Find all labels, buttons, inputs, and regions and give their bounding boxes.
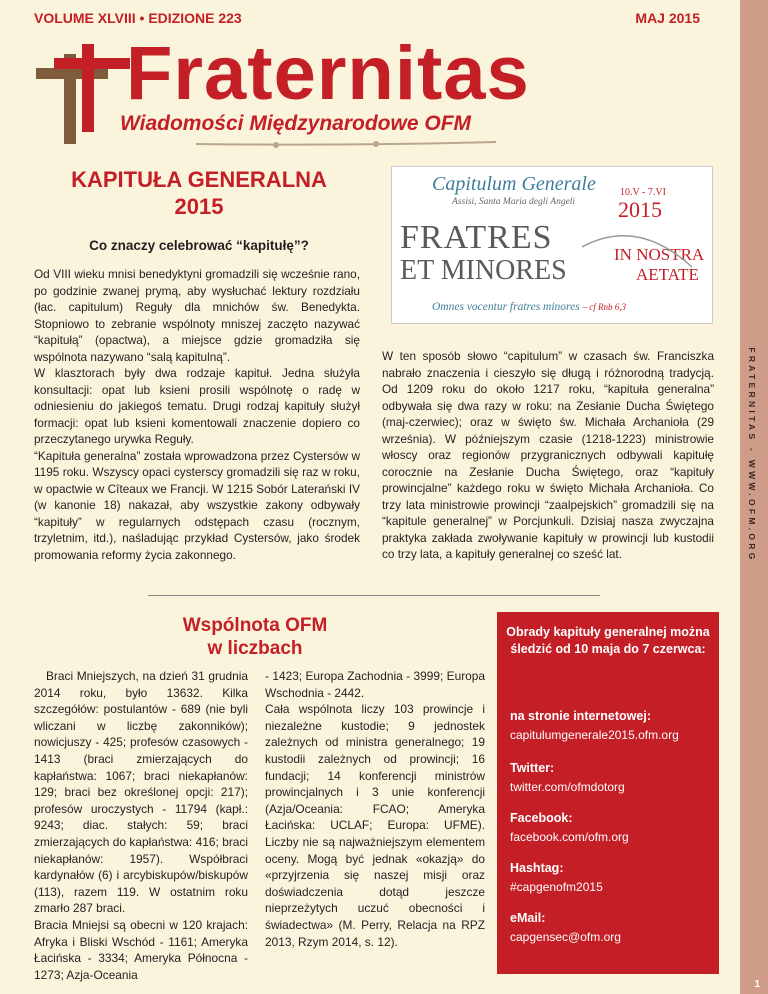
cord-icon	[582, 207, 692, 277]
emblem-word-fratres: FRATRES	[400, 219, 553, 256]
issue-date: MAJ 2015	[635, 10, 700, 26]
hashtag-value[interactable]: #capgenofm2015	[510, 880, 603, 894]
emblem-motto: Omnes vocentur fratres minores – cf Rnb 6,3	[432, 301, 627, 313]
stats-column-2: - 1423; Europa Zachodnia - 3999; Europa Wschodnia - 2442. Cała wspólnota liczy 103 prowincje i niezależne kustodie; 9 jednostek zależnych od ministra generalnego; 19 kustodii zależnych od prowincji; 16 fundacji; 14 konferencji ministrów prowincjalnych i 3 unie konferencji (Azja/Oceania: FCAO; Ameryka Łacińska: UCLAF; Europa: UFME). Liczby nie są najważniejszym elementem oceny. Mogą być jednak «okazją» do «przyjrzenia się naszej misji oraz doświadczenia dotąd jeszcze nieprzeżytych uczuć obecności i świadectwa» (M. Perry, Relacja na RPZ 2013, Rzym 2014, s. 12).	[265, 669, 485, 949]
emblem-word-aetate: AETATE	[636, 265, 699, 284]
emblem-line1: Capitulum Generale	[432, 173, 596, 195]
email-link[interactable]: capgensec@ofm.org	[510, 930, 621, 944]
info-box-heading: Obrady kapituły generalnej można śledzić od 10 maja do 7 czerwca:	[506, 625, 710, 656]
masthead-subtitle: Wiadomości Międzynarodowe OFM	[120, 112, 472, 135]
masthead-title: Fraternitas	[126, 31, 530, 116]
chapter-emblem	[391, 166, 713, 324]
stats-column-1: Braci Mniejszych, na dzień 31 grudnia 2014 roku, było 13632. Kilka szczegółów: postulantów - 689 (nie byli wliczani w liczbę zakonników); nowicjuszy - 425; profesów czasowych - 1413 (braci zmierzających do kapłaństwa: 1067; braci niekapłanów: 129; braci bez określonej opcji: 217); profesów uroczystych - 11794 (kapł.: 9243; diac. stałych: 59; braci zmierzających do kapłaństwa: 416; braci niekapłanów: 1957). Współbraci kardynałów (6) i arcybiskupów/biskupów (113), razem 119. W ostatnim roku zmarło 287 braci. Bracia Mniejsi są obecni w 120 krajach: Afryka i Bliski Wschód - 1161; Ameryka Łacińska - 3334; Ameryka Północna - 1273; Azja-Oceania	[34, 669, 248, 982]
article-subtitle: Co znaczy celebrować “kapitułę”?	[89, 238, 309, 253]
emblem-word-nostra: IN NOSTRA	[614, 245, 705, 264]
article-column-1: Od VIII wieku mnisi benedyktyni gromadzili się wcześnie rano, po godzinie zwanej prymą, aby wysłuchać lektury rozdziału (łac. capitulum) Reguły dla mnichów św. Benedykta. Stopniowo to zebranie wspólnoty mniszej zaczęto nazywać “kapitułą” (opactwa), a miejsce gdzie gromadziła się wspólnota nazywano “salą kapitulną”. W klasztorach były dwa rodzaje kapituł. Jedna służyła konsultacji: opat lub ksieni prosili wspólnotę o radę w odniesieniu do jakiegoś tematu. Drugi rodzaj kapituły służył formacji: opat lub ksieni komentowali znaczenie dopiero co przeczytanego urywka Reguły. “Kapituła generalna” została wprowadzona przez Cystersów w 1195 roku. Wszyscy opaci cysterscy gromadzili się raz w roku, w opactwie w Cîteaux we Francji. W 1215 Sobór Laterański IV (w kanonie 18) nakazał, aby wszystkie zakony odbywały “kapituły” w regularnych odstępach czasu (rocznym, trzyletnim, itd.), naśladując przykład Cystersów, jako środek promowania reformy życia zakonnego.	[34, 267, 360, 562]
volume-label: VOLUME XLVIII • EDIZIONE 223	[34, 10, 242, 26]
follow-info-box	[497, 612, 719, 974]
website-label: na stronie internetowej:	[510, 709, 651, 723]
facebook-label: Facebook:	[510, 811, 573, 825]
facebook-link[interactable]: facebook.com/ofm.org	[510, 830, 629, 844]
emblem-line2: Assisi, Santa Maria degli Angeli	[452, 197, 576, 207]
article-column-2: W ten sposób słowo “capitulum” w czasach św. Franciszka nabrało znaczenia i cieszyło się długą i różnorodną tradycją. Od 1209 roku do około 1217 roku, “kapituła generalna” odbywała się dwa razy w roku: na Zesłanie Ducha Świętego (maj-czerwiec); oraz w święto św. Michała Archanioła (29 września). W późniejszym czasie (1218-1223) ministrowie włoscy oraz regionów przygranicznych odbywali kapitułę corocznie na Zesłanie Ducha Świętego, oraz “kapituły prowincjalne” każdego roku w święto Michała Archanioła. Co trzy lata ministrowie prowincji “zaalpejskich” gromadzili się na “kapitule generalnej” w Porcjunkuli. Dzisiaj nasza zwyczajna praktyka zakłada zwoływanie kapituły w prowincji lub kustodii co trzy lata, a kapituły generalnej co sześć lat.	[382, 349, 714, 561]
section-divider	[148, 595, 600, 596]
stats-title: Wspólnota OFM w liczbach	[182, 615, 328, 659]
page-number: 1	[754, 979, 760, 990]
side-website-text: FRATERNITAS - WWW.OFM.ORG	[747, 347, 757, 563]
twitter-link[interactable]: twitter.com/ofmdotorg	[510, 780, 625, 794]
masthead	[36, 31, 736, 146]
email-label: eMail:	[510, 911, 546, 925]
article-title: KAPITUŁA GENERALNA 2015	[71, 167, 327, 219]
cord-decoration	[196, 136, 496, 152]
emblem-word-minores: ET MINORES	[400, 255, 567, 286]
hashtag-label: Hashtag:	[510, 861, 564, 875]
website-link[interactable]: capitulumgenerale2015.ofm.org	[510, 728, 679, 742]
emblem-year: 2015	[618, 197, 662, 222]
twitter-label: Twitter:	[510, 761, 555, 775]
emblem-dates: 10.V - 7.VI	[620, 187, 666, 198]
